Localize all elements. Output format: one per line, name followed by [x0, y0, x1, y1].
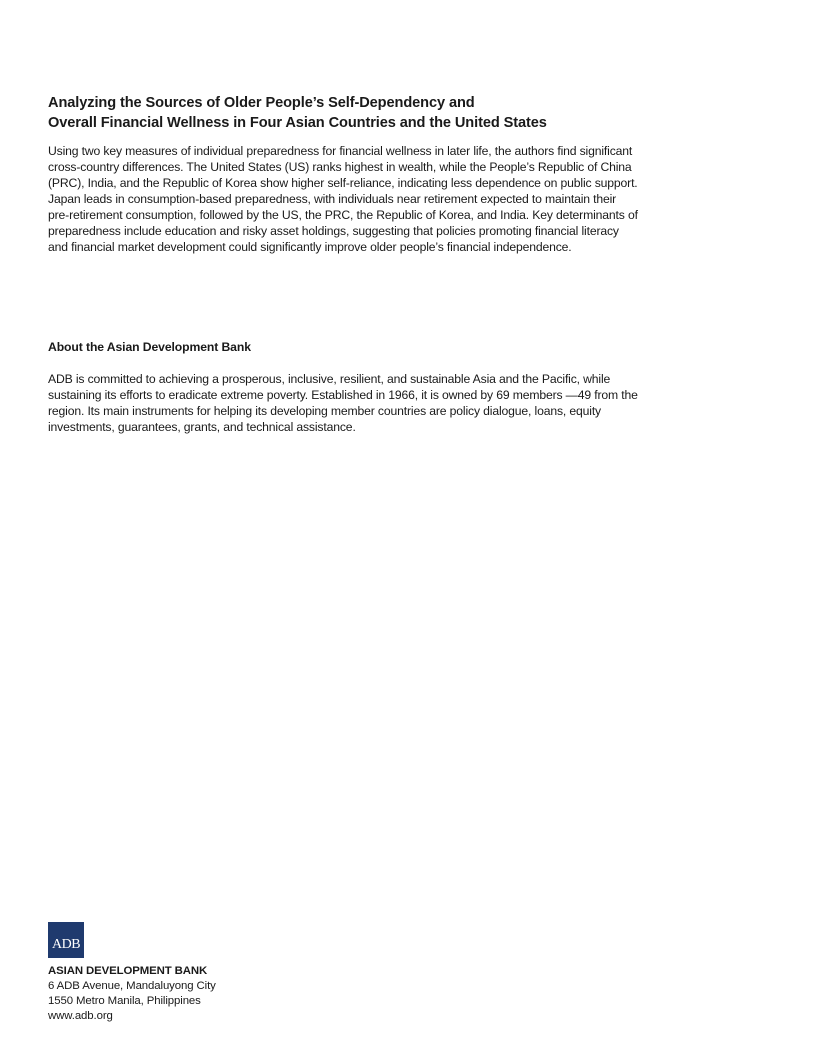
title-line-2: Overall Financial Wellness in Four Asian Countries and the United States — [48, 114, 547, 131]
adb-logo-text: ADB — [51, 937, 81, 952]
title-line-1: Analyzing the Sources of Older People’s Self-Dependency and — [48, 95, 475, 111]
address-line-2: 1550 Metro Manila, Philippines — [48, 995, 201, 1007]
website-link[interactable]: www.adb.org — [48, 1010, 113, 1022]
publisher-address — [48, 964, 216, 1024]
address-line-1: 6 ADB Avenue, Mandaluyong City — [48, 980, 216, 992]
about-heading: About the Asian Development Bank — [48, 340, 251, 354]
publisher-name: ASIAN DEVELOPMENT BANK — [48, 965, 208, 977]
document-title — [48, 94, 640, 133]
adb-logo — [48, 922, 84, 958]
abstract-text: Using two key measures of individual preparedness for financial wellness in later life, the authors find significant cross-country differences. The United States (US) ranks highest in wealth, while the People’s Republic of China (PRC), India, and the Republic of Korea show higher self-reliance, indicating less dependence on public support. Japan leads in consumption-based preparedness, with individuals near retirement expected to maintain their pre-retirement consumption, followed by the US, the PRC, the Republic of Korea, and India. Key determinants of preparedness include education and risky asset holdings, suggesting that policies promoting financial literacy and financial market development could significantly improve older people’s financial independence. — [48, 144, 638, 254]
abstract-section — [48, 94, 640, 255]
about-text: ADB is committed to achieving a prosperous, inclusive, resilient, and sustainable Asia and the Pacific, while sustaining its efforts to eradicate extreme poverty. Established in 1966, it is owned by 69 members —49 from the region. Its main instruments for helping its developing member countries are policy dialogue, loans, equity investments, guarantees, grants, and technical assistance. — [48, 372, 638, 434]
